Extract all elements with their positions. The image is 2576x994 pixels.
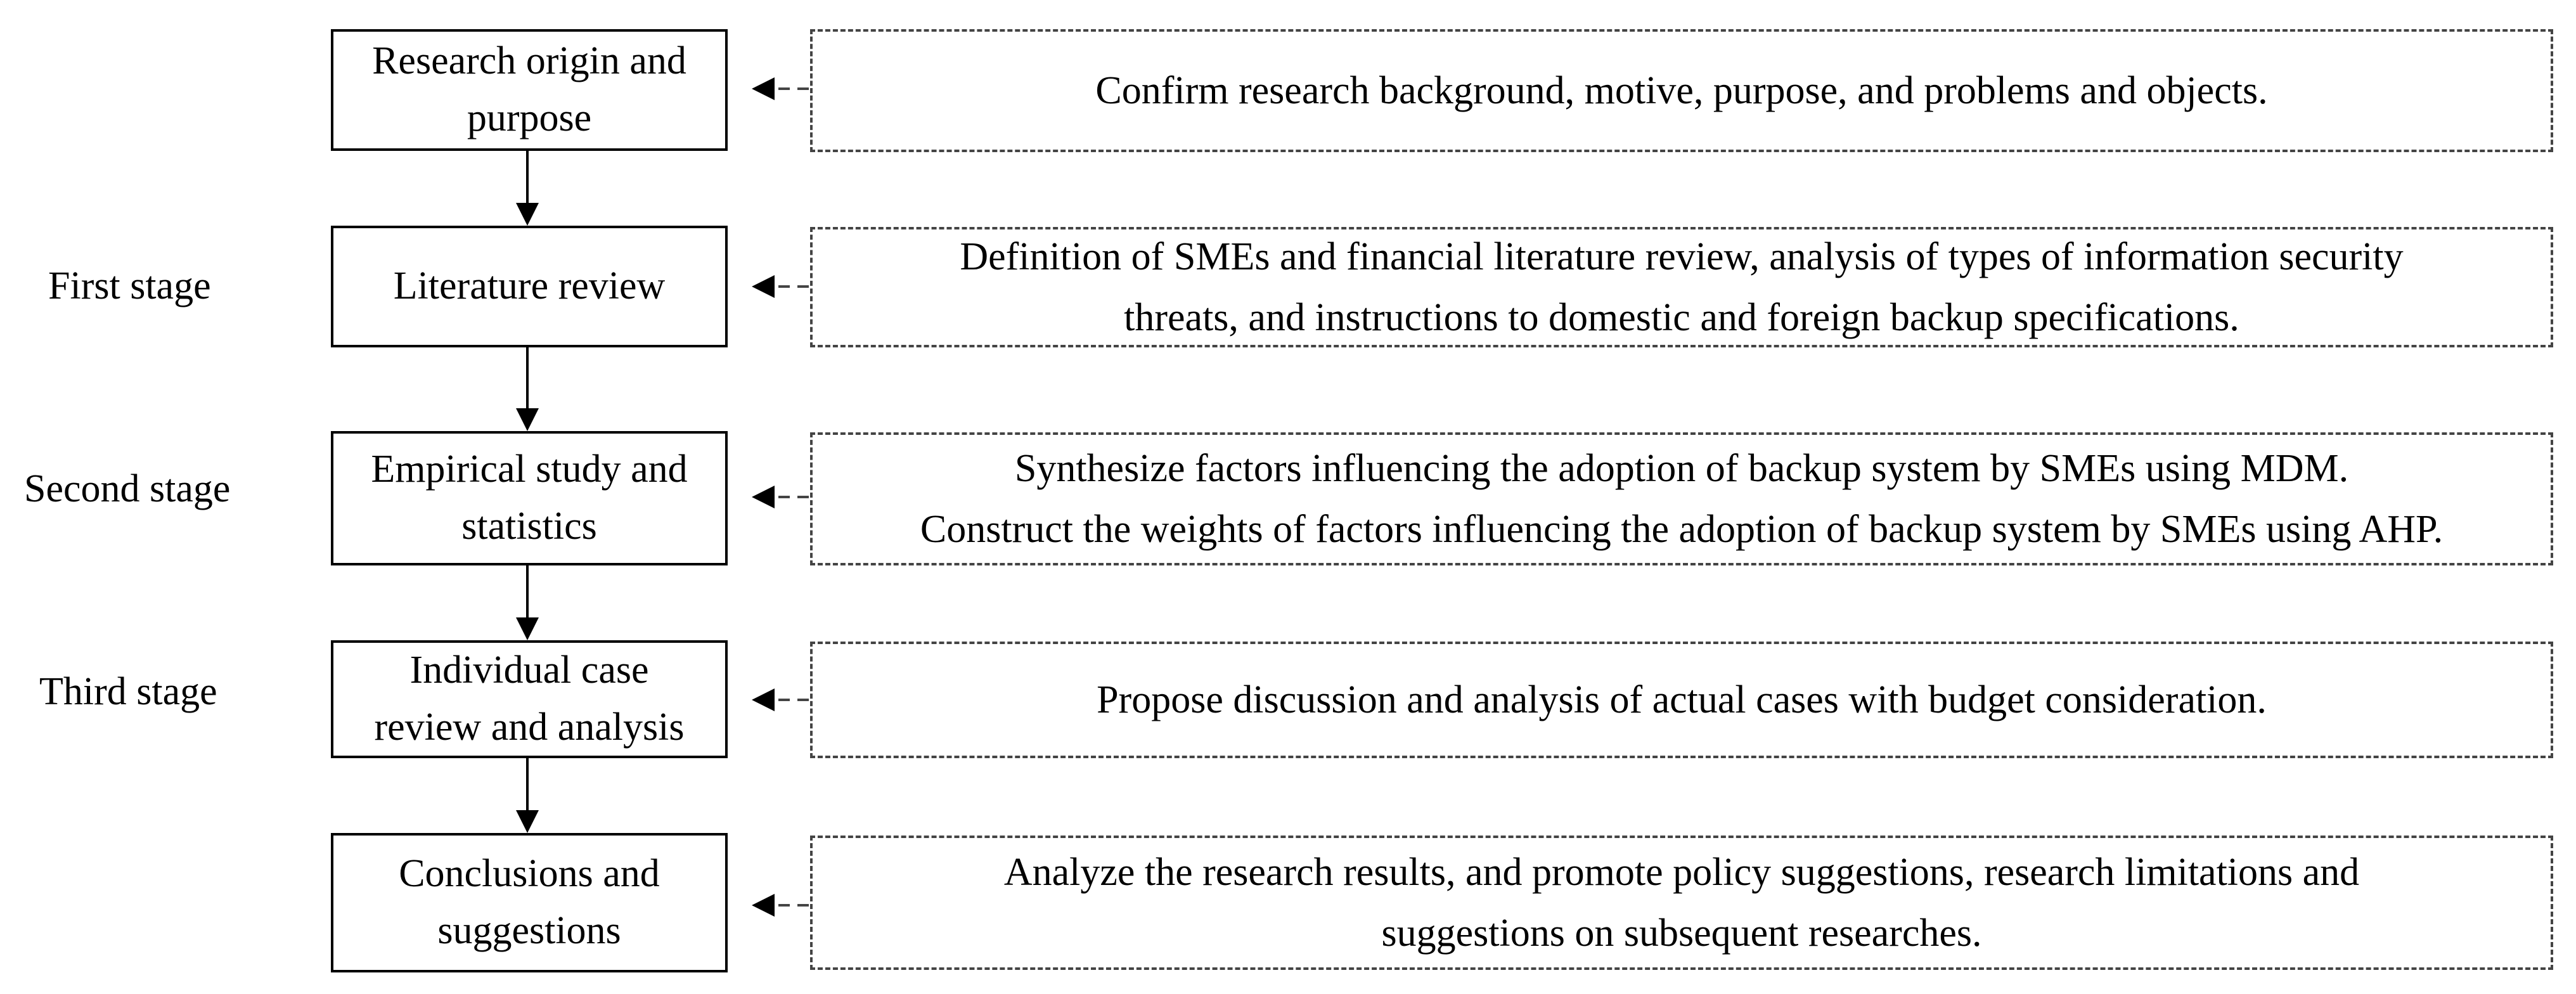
- step-box-empirical-study: [331, 431, 728, 565]
- step-text: Research origin and: [372, 39, 686, 83]
- stage-label-third: Third stage: [39, 670, 217, 713]
- flow-arrowhead-2-3: [516, 408, 539, 431]
- step-box-literature-review: [331, 226, 728, 347]
- desc-arrowhead-2: [752, 275, 775, 298]
- description-text: suggestions on subsequent researches.: [1381, 912, 1982, 955]
- flow-arrowhead-1-2: [516, 203, 539, 226]
- flow-arrowhead-4-5: [516, 810, 539, 833]
- step-text: statistics: [461, 505, 597, 548]
- description-text: Propose discussion and analysis of actual cases with budget consideration.: [1097, 678, 2267, 721]
- step-box-research-origin: [331, 29, 728, 151]
- step-box-conclusions: [331, 833, 728, 972]
- step-text: Empirical study and: [371, 448, 688, 491]
- flow-arrowhead-3-4: [516, 617, 539, 640]
- desc-arrowhead-1: [752, 77, 775, 100]
- description-text: Synthesize factors influencing the adoption of backup system by SMEs using MDM.: [1014, 446, 2349, 490]
- description-box-2: [810, 227, 2553, 347]
- stage-label-first: First stage: [48, 264, 211, 307]
- description-box-1: [810, 29, 2553, 152]
- description-text: threats, and instructions to domestic and foreign backup specifications.: [1124, 296, 2239, 339]
- description-text: Analyze the research results, and promote policy suggestions, research limitations and: [1003, 850, 2360, 894]
- step-text: Individual case: [409, 649, 649, 692]
- step-text: Conclusions and: [399, 852, 660, 896]
- step-text: Literature review: [393, 264, 666, 308]
- step-text: review and analysis: [374, 706, 685, 749]
- step-box-case-review: [331, 640, 728, 758]
- step-text: purpose: [467, 96, 592, 139]
- description-text: Confirm research background, motive, purpose, and problems and objects.: [1095, 68, 2268, 112]
- desc-arrowhead-3: [752, 486, 775, 508]
- description-text: Construct the weights of factors influencing the adoption of backup system by SMEs using AHP.: [920, 508, 2444, 551]
- description-text: Definition of SMEs and financial literature review, analysis of types of information security: [960, 235, 2404, 278]
- description-box-5: [810, 836, 2553, 970]
- desc-arrowhead-4: [752, 688, 775, 711]
- description-arrows: [752, 77, 809, 917]
- stage-label-second: Second stage: [24, 467, 231, 510]
- step-text: suggestions: [437, 909, 621, 952]
- description-box-3: [810, 432, 2553, 565]
- description-box-4: [810, 642, 2553, 758]
- desc-arrowhead-5: [752, 894, 775, 917]
